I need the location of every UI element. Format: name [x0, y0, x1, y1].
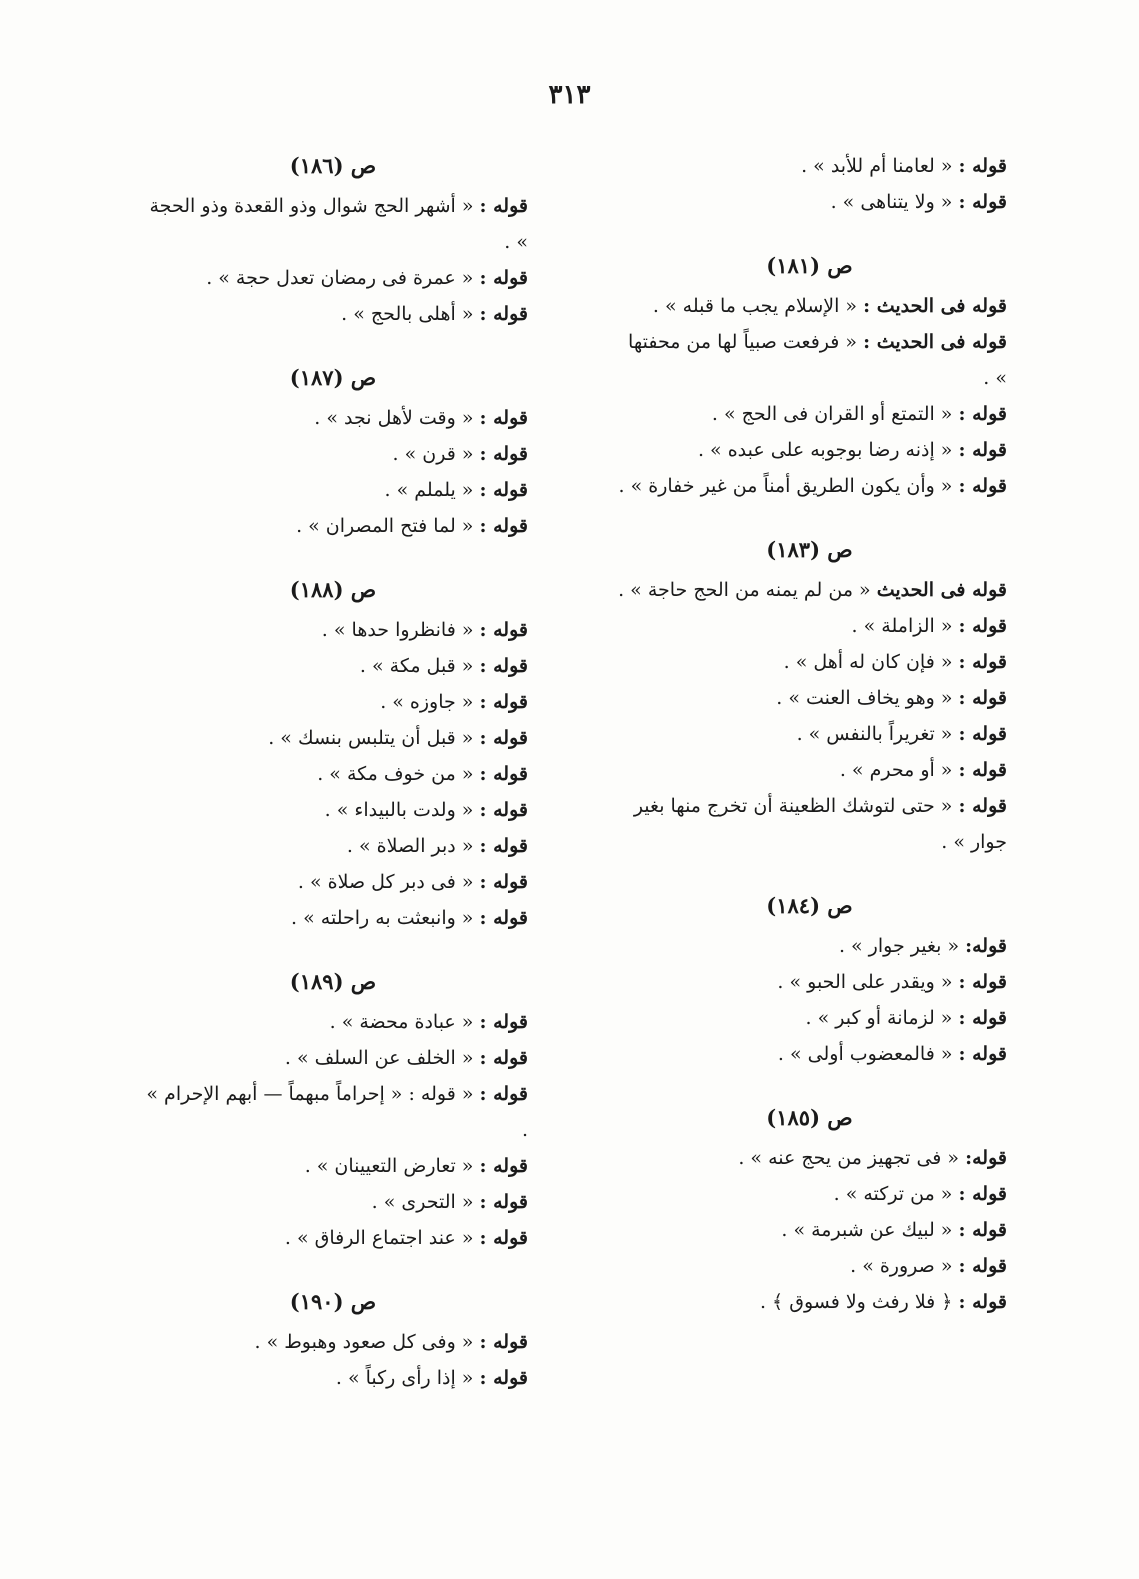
entry-text: ﴿ فلا رفث ولا فسوق ﴾ . [759, 1291, 959, 1313]
entry-label: قوله : [958, 795, 1007, 817]
entry-text: « ويقدر على الحبو » . [777, 971, 959, 993]
entry-label: قوله فى الحديث : [863, 295, 1007, 317]
entry-text: « الزاملة » . [851, 615, 959, 637]
entry-text: « تغريراً بالنفس » . [796, 723, 959, 745]
entry-text: « التحرى » . [371, 1191, 480, 1213]
entry-text: « حتى لتوشك الظعينة أن تخرج منها بغير جوار » . [633, 795, 1007, 853]
section [138, 964, 528, 1256]
entry-label: قوله : [479, 1155, 528, 1177]
entry-text: « قبل أن يتلبس بنسك » . [268, 727, 480, 749]
entry-line [138, 1004, 528, 1040]
entry-text: « قوله : « إحراماً مبهماً — أبهم الإحرام » . [146, 1083, 528, 1141]
entry-label: قوله : [958, 651, 1007, 673]
section-heading: ص (١٨١) [766, 253, 853, 278]
entry-line [138, 1324, 528, 1360]
entry-line [612, 148, 1007, 184]
entry-line [138, 612, 528, 648]
section-heading: ص (١٨٦) [289, 153, 377, 178]
entry-text: « الخلف عن السلف » . [284, 1047, 480, 1069]
entry-text: « عند اجتماع الرفاق » . [284, 1227, 480, 1249]
entry-line [612, 752, 1007, 788]
entry-line [612, 572, 1007, 608]
right-column [612, 148, 1007, 1348]
entry-label: قوله : [479, 1047, 528, 1069]
entry-label: قوله : [958, 1219, 1007, 1241]
left-column [138, 148, 528, 1424]
entry-label: قوله : [958, 1043, 1007, 1065]
entry-text: « فى تجهيز من يحج عنه » . [738, 1147, 966, 1169]
entry-label: قوله : [479, 407, 528, 429]
entry-text: « فرفعت صبياً لها من محفتها » . [628, 331, 1007, 389]
entry-line [612, 184, 1007, 220]
entry-text: « وأن يكون الطريق أمناً من غير خفارة » . [618, 475, 959, 497]
entry-text: « وانبعثت به راحلته » . [291, 907, 480, 929]
entry-line [612, 680, 1007, 716]
entry-text: « لبيك عن شبرمة » . [781, 1219, 959, 1241]
entry-line [612, 608, 1007, 644]
entry-line [612, 1176, 1007, 1212]
section-heading: ص (١٩٠) [289, 1289, 377, 1314]
entry-label: قوله : [479, 799, 528, 821]
entry-label: قوله : [958, 191, 1007, 213]
entry-label: قوله : [479, 763, 528, 785]
entry-label: قوله : [479, 1083, 528, 1105]
entry-text: « إذا رأى ركباً » . [335, 1367, 480, 1389]
entry-line [138, 436, 528, 472]
section-heading: ص (١٨٣) [766, 537, 853, 562]
section-heading: ص (١٨٤) [766, 893, 853, 918]
entry-text: « عبادة محضة » . [329, 1011, 480, 1033]
entry-text: « فانظروا حدها » . [321, 619, 480, 641]
entry-label: قوله : [958, 615, 1007, 637]
entry-label: قوله : [958, 1255, 1007, 1277]
entry-label: قوله : [479, 443, 528, 465]
entry-label: قوله : [479, 479, 528, 501]
entry-label: قوله : [958, 1183, 1007, 1205]
entry-label: قوله : [958, 155, 1007, 177]
entry-text: « التمتع أو القران فى الحج » . [711, 403, 959, 425]
entry-line [612, 928, 1007, 964]
section [138, 572, 528, 936]
section [612, 532, 1007, 860]
entry-line [612, 396, 1007, 432]
entry-line [612, 1212, 1007, 1248]
entry-label: قوله : [479, 1191, 528, 1213]
section [138, 360, 528, 544]
section [138, 148, 528, 332]
entry-text: « من خوف مكة » . [317, 763, 480, 785]
entry-line [612, 1284, 1007, 1320]
section [612, 148, 1007, 220]
entry-label: قوله : [479, 1011, 528, 1033]
entry-text: « من تركته » . [833, 1183, 959, 1205]
entry-label: قوله : [958, 403, 1007, 425]
entry-line [138, 472, 528, 508]
entry-label: قوله : [958, 759, 1007, 781]
entry-label: قوله : [479, 907, 528, 929]
entry-text: « الإسلام يجب ما قبله » . [652, 295, 864, 317]
entry-line [612, 644, 1007, 680]
section [612, 888, 1007, 1072]
entry-line [138, 1184, 528, 1220]
entry-line [138, 260, 528, 296]
entry-text: « تعارض التعيينان » . [304, 1155, 480, 1177]
entry-label: قوله فى الحديث [876, 579, 1007, 601]
entry-line [612, 964, 1007, 1000]
entry-label: قوله : [479, 1367, 528, 1389]
entry-label: قوله : [958, 475, 1007, 497]
entry-text: « قرن » . [392, 443, 480, 465]
entry-text: « صرورة » . [850, 1255, 959, 1277]
entry-line [612, 1140, 1007, 1176]
entry-label: قوله : [479, 515, 528, 537]
section-heading: ص (١٨٧) [289, 365, 377, 390]
section-heading: ص (١٨٥) [766, 1105, 853, 1130]
entry-text: « إذنه رضا بوجوبه على عبده » . [697, 439, 959, 461]
entry-label: قوله : [479, 871, 528, 893]
entry-label: قوله : [958, 687, 1007, 709]
entry-label: قوله: [965, 935, 1007, 957]
entry-text: « فالمعضوب أولى » . [777, 1043, 959, 1065]
entry-line [138, 1076, 528, 1148]
entry-label: قوله : [479, 835, 528, 857]
entry-label: قوله : [479, 195, 528, 217]
section [138, 1284, 528, 1396]
entry-label: قوله : [479, 619, 528, 641]
entry-text: « قبل مكة » . [359, 655, 480, 677]
entry-text: « ولدت بالبيداء » . [324, 799, 480, 821]
entry-line [612, 432, 1007, 468]
entry-label: قوله : [479, 1227, 528, 1249]
entry-label: قوله فى الحديث : [863, 331, 1007, 353]
entry-line [612, 288, 1007, 324]
entry-line [612, 716, 1007, 752]
entry-text: « لعامنا أم للأبد » . [801, 155, 959, 177]
entry-line [138, 900, 528, 936]
section [612, 248, 1007, 504]
entry-line [138, 864, 528, 900]
entry-line [612, 788, 1007, 860]
entry-line [138, 1040, 528, 1076]
entry-line [612, 1000, 1007, 1036]
entry-line [612, 324, 1007, 396]
entry-text: « بغير جوار » . [838, 935, 966, 957]
entry-text: « فإن كان له أهل » . [783, 651, 959, 673]
entry-line [138, 188, 528, 260]
entry-text: « يلملم » . [384, 479, 480, 501]
entry-label: قوله : [958, 971, 1007, 993]
entry-label: قوله : [479, 727, 528, 749]
entry-label: قوله : [958, 723, 1007, 745]
section [612, 1100, 1007, 1320]
entry-text: « جاوزه » . [380, 691, 480, 713]
entry-line [138, 792, 528, 828]
entry-label: قوله : [479, 655, 528, 677]
entry-label: قوله: [965, 1147, 1007, 1169]
entry-text: « وفى كل صعود وهبوط » . [254, 1331, 480, 1353]
entry-text: « وقت لأهل نجد » . [314, 407, 480, 429]
section-heading: ص (١٨٨) [289, 577, 377, 602]
section-heading: ص (١٨٩) [289, 969, 377, 994]
entry-text: « أشهر الحج شوال وذو القعدة وذو الحجة » . [149, 195, 528, 253]
entry-label: قوله : [479, 1331, 528, 1353]
entry-text: « لزمانة أو كبر » . [805, 1007, 959, 1029]
entry-line [612, 1248, 1007, 1284]
entry-label: قوله : [958, 439, 1007, 461]
entry-line [138, 720, 528, 756]
entry-label: قوله : [479, 303, 528, 325]
entry-text: « أو محرم » . [839, 759, 959, 781]
entry-text: « دبر الصلاة » . [346, 835, 480, 857]
entry-label: قوله : [958, 1007, 1007, 1029]
entry-line [138, 508, 528, 544]
entry-line [138, 1360, 528, 1396]
entry-text: « ولا يتناهى » . [830, 191, 959, 213]
entry-line [138, 756, 528, 792]
entry-label: قوله : [479, 691, 528, 713]
entry-line [138, 648, 528, 684]
entry-label: قوله : [479, 267, 528, 289]
entry-line [138, 400, 528, 436]
entry-line [138, 828, 528, 864]
page-number: ٣١٣ [548, 80, 591, 110]
entry-text: « فى دبر كل صلاة » . [297, 871, 480, 893]
entry-line [138, 1220, 528, 1256]
entry-label: قوله : [958, 1291, 1007, 1313]
entry-line [138, 684, 528, 720]
entry-line [612, 468, 1007, 504]
entry-text: « أهلى بالحج » . [341, 303, 480, 325]
entry-text: « لما فتح المصران » . [296, 515, 480, 537]
entry-text: « من لم يمنه من الحج حاجة » . [618, 579, 877, 601]
entry-text: « وهو يخاف العنت » . [776, 687, 959, 709]
entry-line [138, 296, 528, 332]
entry-line [138, 1148, 528, 1184]
entry-line [612, 1036, 1007, 1072]
entry-text: « عمرة فى رمضان تعدل حجة » . [206, 267, 480, 289]
